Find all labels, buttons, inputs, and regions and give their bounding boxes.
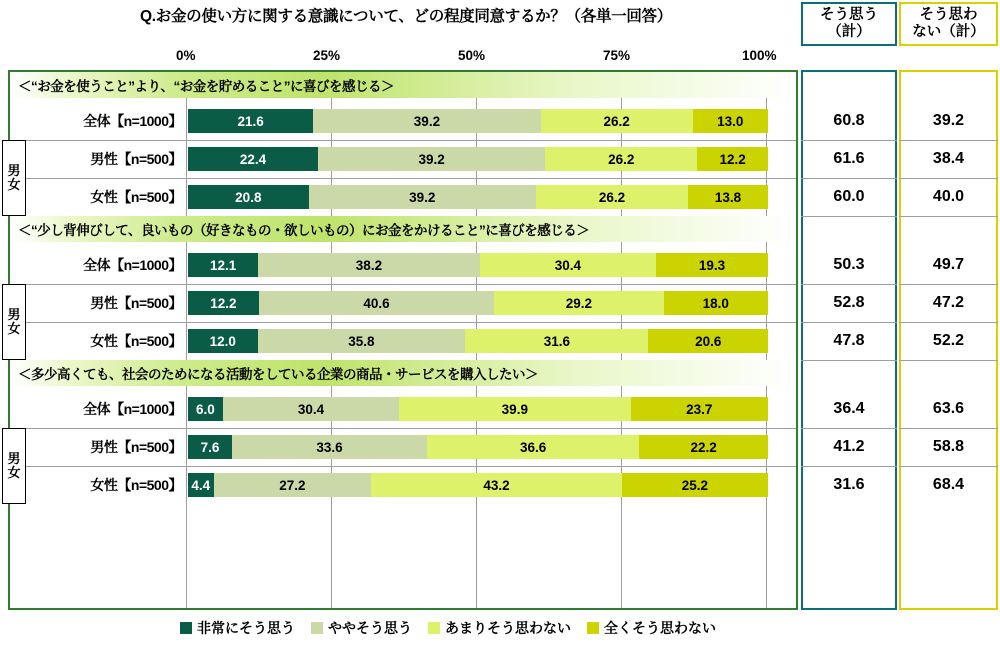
total-separator: [899, 360, 998, 361]
row-label: 女性【n=500】: [90, 189, 182, 205]
bar-segment: 31.6: [465, 329, 648, 353]
total-agree: 36.4: [833, 400, 865, 417]
total-separator: [899, 466, 998, 467]
table-row: [10, 284, 796, 322]
bar-segment: 36.6: [427, 435, 639, 459]
bar-segment: 39.2: [309, 185, 536, 209]
total-separator: [899, 216, 998, 217]
bar-segment: 23.7: [631, 397, 768, 421]
bar-segment: 30.4: [223, 397, 399, 421]
stacked-bar: [188, 329, 768, 353]
bar-segment: 19.3: [656, 253, 768, 277]
bar-segment: 33.6: [232, 435, 427, 459]
total-agree: 60.0: [833, 188, 865, 205]
bar-segment: 22.2: [639, 435, 768, 459]
total-disagree: 47.2: [932, 294, 965, 311]
bar-segment: 27.2: [214, 473, 372, 497]
axis-tick-100: 100%: [742, 48, 777, 63]
row-label: 男性【n=500】: [90, 439, 182, 455]
legend-swatch: [428, 622, 440, 634]
total-agree: 41.2: [833, 438, 865, 455]
column-header-agree-line1: そう思う: [820, 7, 878, 24]
bar-segment: 26.2: [541, 109, 693, 133]
legend-swatch: [587, 622, 599, 634]
bar-segment: 20.8: [188, 185, 309, 209]
bar-segment: 20.6: [648, 329, 767, 353]
total-disagree: 68.4: [932, 476, 965, 493]
gender-group-label: [2, 140, 26, 216]
axis-tick-25: 25%: [313, 48, 341, 63]
section-heading-text: ＜“少し背伸びして、良いもの（好きなもの・欲しいもの）にお金をかけること”に喜びを感じる＞: [18, 223, 590, 238]
bar-segment: 40.6: [259, 291, 494, 315]
total-separator: [801, 428, 897, 429]
legend-swatch: [311, 622, 323, 634]
total-separator: [899, 140, 998, 141]
table-row: [10, 428, 796, 466]
gender-group-label-line2: 女: [7, 465, 21, 480]
row-label: 全体【n=1000】: [83, 113, 182, 129]
total-disagree: 40.0: [932, 188, 965, 205]
total-agree: 60.8: [833, 112, 865, 129]
bar-segment: 12.1: [188, 253, 258, 277]
stacked-bar: [188, 397, 768, 421]
legend-item: [180, 618, 295, 638]
bar-segment: 26.2: [545, 147, 697, 171]
total-agree: 61.6: [833, 150, 865, 167]
total-disagree: 58.8: [932, 438, 965, 455]
bar-segment: 39.9: [399, 397, 630, 421]
total-separator: [801, 216, 897, 217]
legend-item: [311, 618, 412, 638]
table-row: [10, 178, 796, 216]
bar-segment: 35.8: [258, 329, 466, 353]
column-header-agree-line2: （計）: [827, 24, 871, 40]
bar-segment: 13.0: [693, 109, 768, 133]
gender-group-label-line2: 女: [7, 177, 21, 192]
table-row: [10, 102, 796, 140]
bar-segment: 43.2: [371, 473, 622, 497]
column-header-disagree-line1: そう思わ: [919, 7, 978, 24]
axis-tick-0: 0%: [176, 48, 196, 63]
bar-segment: 12.2: [697, 147, 768, 171]
row-label: 女性【n=500】: [90, 333, 182, 349]
gender-group-label-line2: 女: [7, 321, 21, 336]
gender-group-label-line1: 男: [7, 307, 21, 323]
bar-segment: 12.2: [188, 291, 259, 315]
bar-segment: 21.6: [188, 109, 313, 133]
total-agree: 47.8: [833, 332, 865, 349]
bar-segment: 7.6: [188, 435, 232, 459]
bar-segment: 26.2: [536, 185, 688, 209]
bar-segment: 4.4: [188, 473, 214, 497]
section-heading: [10, 360, 796, 386]
total-separator: [899, 284, 998, 285]
total-disagree: 49.7: [932, 256, 965, 273]
stacked-bar: [188, 109, 768, 133]
stacked-bar: [188, 253, 768, 277]
row-label: 男性【n=500】: [90, 295, 182, 311]
total-separator: [801, 284, 897, 285]
legend-swatch: [180, 622, 192, 634]
total-separator: [899, 322, 998, 323]
total-disagree: 63.6: [932, 400, 965, 417]
total-agree: 50.3: [833, 256, 865, 273]
column-header-agree: [801, 2, 897, 46]
section-heading: [10, 72, 796, 98]
bar-segment: 13.8: [688, 185, 768, 209]
table-row: [10, 246, 796, 284]
total-separator: [801, 360, 897, 361]
total-separator: [899, 178, 998, 179]
table-row: [10, 390, 796, 428]
bar-segment: 25.2: [622, 473, 768, 497]
gender-group-label: [2, 428, 26, 504]
stacked-bar: [188, 147, 768, 171]
bar-segment: 38.2: [258, 253, 480, 277]
bar-segment: 29.2: [494, 291, 663, 315]
bar-segment: 12.0: [188, 329, 258, 353]
table-row: [10, 322, 796, 360]
total-separator: [801, 322, 897, 323]
total-agree: 31.6: [833, 476, 865, 493]
bar-segment: 39.2: [318, 147, 545, 171]
total-separator: [801, 178, 897, 179]
page-title: Q.お金の使い方に関する意識について、どの程度同意するか？（各単一回答）: [140, 8, 672, 25]
chart-legend: [180, 616, 820, 640]
legend-label: 全くそう思わない: [604, 620, 716, 636]
stacked-bar: [188, 185, 768, 209]
column-header-disagree-line2: ない（計）: [912, 24, 985, 40]
gender-group-label: [2, 284, 26, 360]
section-heading-text: ＜多少高くても、社会のためになる活動をしている企業の商品・サービスを購入したい＞: [18, 367, 538, 382]
axis-tick-50: 50%: [458, 48, 486, 63]
stacked-bar: [188, 291, 768, 315]
total-agree: 52.8: [833, 294, 865, 311]
table-row: [10, 466, 796, 504]
row-label: 男性【n=500】: [90, 151, 182, 167]
row-label: 女性【n=500】: [90, 477, 182, 493]
legend-item: [587, 618, 716, 638]
total-separator: [899, 428, 998, 429]
legend-label: 非常にそう思う: [197, 620, 295, 636]
column-header-disagree: [899, 2, 998, 46]
axis-tick-75: 75%: [603, 48, 631, 63]
legend-label: あまりそう思わない: [445, 620, 571, 636]
gender-group-label-line1: 男: [7, 163, 21, 179]
x-axis: [0, 48, 1000, 70]
stacked-bar: [188, 435, 768, 459]
table-row: [10, 140, 796, 178]
section-heading-text: ＜“お金を使うこと”より、“お金を貯めること”に喜びを感じる＞: [18, 79, 394, 94]
bar-segment: 22.4: [188, 147, 318, 171]
gender-group-label-line1: 男: [7, 451, 21, 467]
row-label: 全体【n=1000】: [83, 257, 182, 273]
total-separator: [801, 140, 897, 141]
section-heading: [10, 216, 796, 242]
row-label: 全体【n=1000】: [83, 401, 182, 417]
total-disagree: 52.2: [932, 332, 965, 349]
bar-segment: 30.4: [480, 253, 656, 277]
bar-segment: 39.2: [313, 109, 540, 133]
legend-item: [428, 618, 571, 638]
total-disagree: 39.2: [932, 112, 965, 129]
stacked-bar: [188, 473, 768, 497]
bar-segment: 6.0: [188, 397, 223, 421]
total-disagree: 38.4: [932, 150, 965, 167]
total-separator: [801, 466, 897, 467]
bar-segment: 18.0: [664, 291, 768, 315]
legend-label: ややそう思う: [328, 620, 412, 636]
